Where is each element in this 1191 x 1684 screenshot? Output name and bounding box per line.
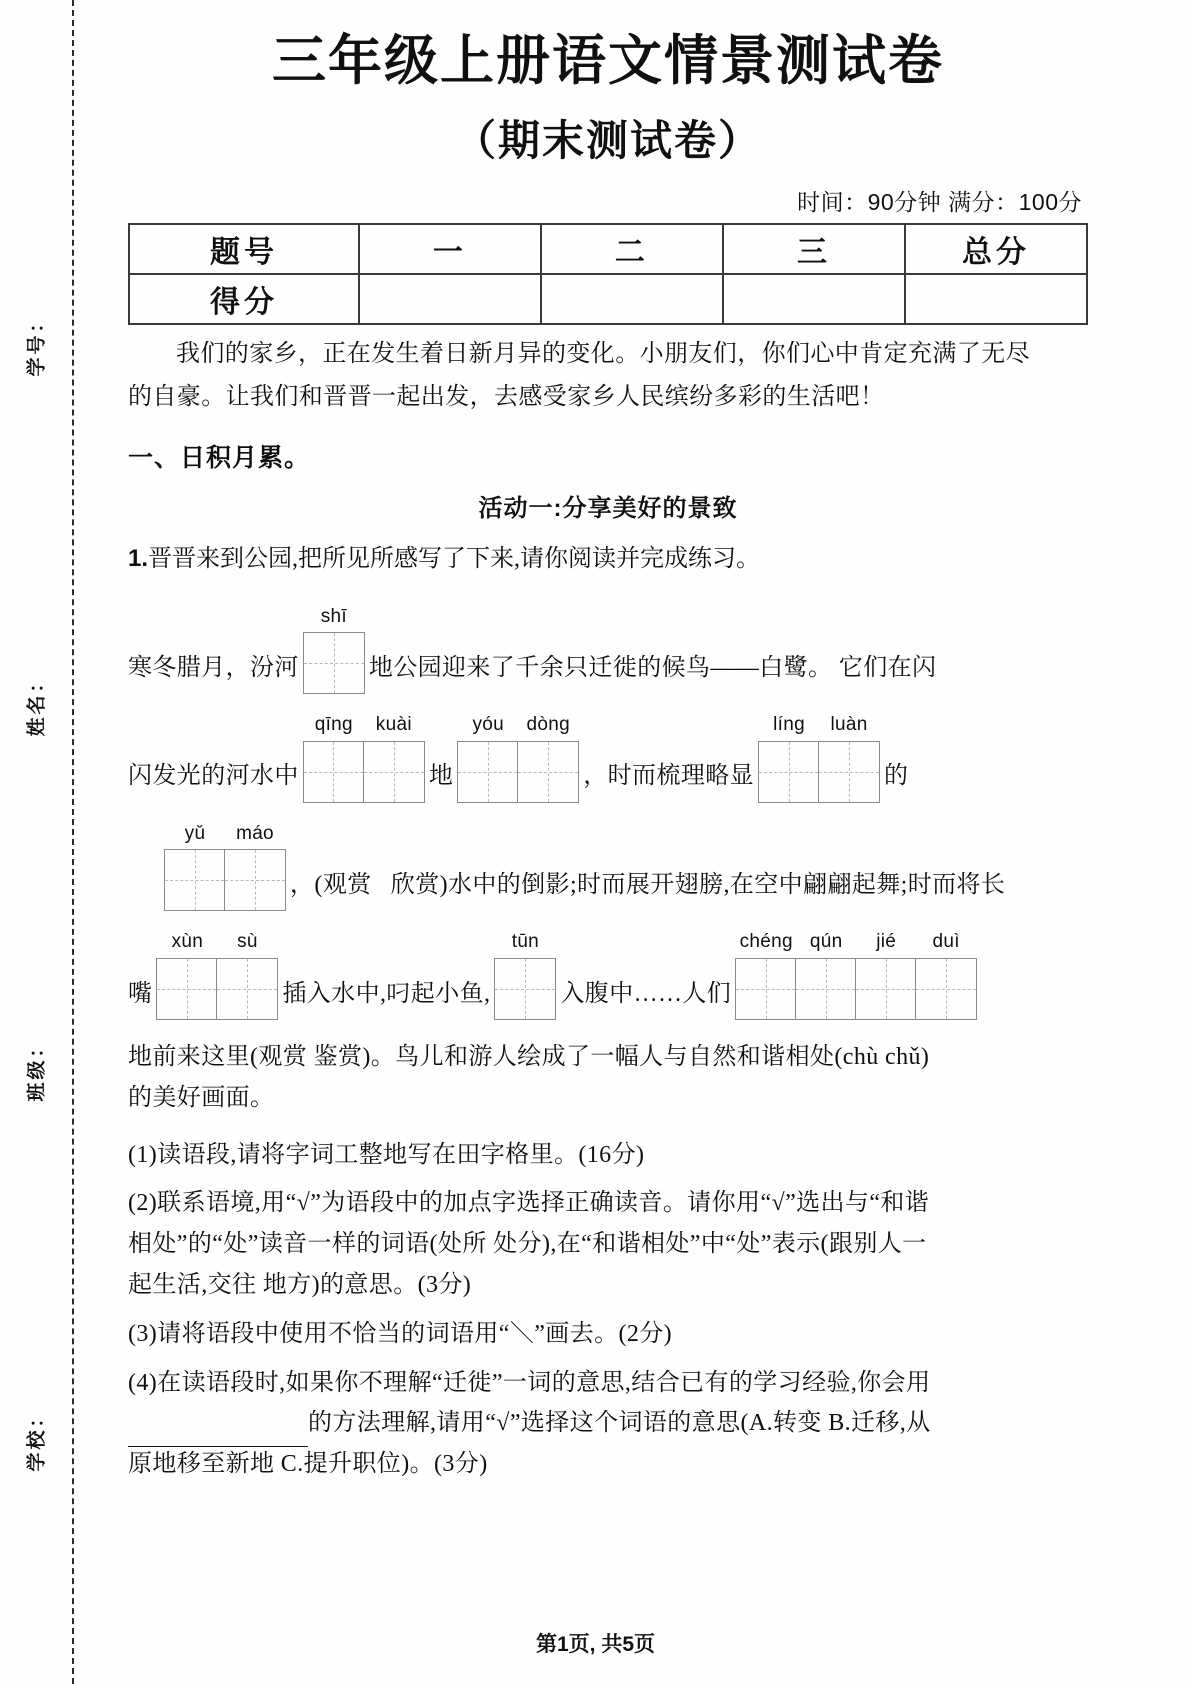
pinyin-syllable: qīng: [314, 714, 353, 736]
sub-question-4-line-3: 原地移至新地 C.提升职位)。(3分): [128, 1451, 488, 1478]
score-table-col-2: 二: [541, 224, 723, 274]
pinyin-syllable: tūn: [511, 931, 540, 953]
pinyin-syllable: shī: [320, 605, 347, 627]
grid-tun[interactable]: [494, 958, 556, 1020]
passage-line-3-post: ，(观赏 欣赏)水中的倒影;时而展开翅膀,在空中翩翩起舞;时而将长: [290, 872, 1006, 899]
pinyin-tun: [495, 929, 555, 955]
passage-line-4: [128, 929, 1088, 1020]
pinyin-syllable: máo: [236, 822, 274, 844]
tianzige-xunsu[interactable]: [156, 929, 278, 1020]
pinyin-syllable: yóu: [472, 714, 504, 736]
sub-question-2-line-1: (2)联系语境,用“√”为语段中的加点字选择正确读音。请你用“√”选出与“和谐: [128, 1190, 930, 1217]
question-1-number: 1.: [128, 545, 149, 573]
score-cell-3[interactable]: [723, 274, 905, 324]
intro-line-1: 我们的家乡，正在发生着日新月异的变化。小朋友们，你们心中肯定充满了无尽: [176, 340, 1030, 367]
tianzige-yumao[interactable]: [164, 821, 286, 912]
tianzige-cell[interactable]: [157, 959, 217, 1019]
pinyin-syllable: chéng: [739, 931, 793, 953]
sub-question-2-line-2: 相处”的“处”读音一样的词语(处所 处分),在“和谐相处”中“处”表示(跟别人一: [128, 1231, 927, 1258]
grid-xunsu[interactable]: [156, 958, 278, 1020]
score-cell-1[interactable]: [359, 274, 541, 324]
grid-youdong[interactable]: [457, 741, 579, 803]
pinyin-youdong: [458, 712, 578, 738]
question-1-text: 晋晋来到公园,把所见所感写了下来,请你阅读并完成练习。: [148, 546, 761, 573]
intro-line-2: 的自豪。让我们和晋晋一起出发，去感受家乡人民缤纷多彩的生活吧！: [128, 383, 885, 410]
page-content: [128, 0, 1088, 1488]
side-label-xingming: 姓名：: [26, 670, 48, 737]
activity-heading: 活动一:分享美好的景致: [478, 495, 738, 523]
sub-question-3: (3)请将语段中使用不恰当的词语用“＼”画去。(2分): [128, 1320, 673, 1347]
page-title: 三年级上册语文情景测试卷: [272, 31, 944, 91]
passage-line-1-pre: 寒冬腊月，汾河: [128, 654, 299, 681]
pinyin-syllable: xùn: [171, 931, 204, 953]
score-table-col-3: 三: [723, 224, 905, 274]
passage-line-2-pre: 闪发光的河水中: [128, 763, 299, 790]
passage-line-1-post: 地公园迎来了千余只迁徙的候鸟——白鹭。 它们在闪: [368, 654, 937, 681]
page-footer: 第1页, 共5页: [535, 1633, 656, 1656]
passage-line-2-mid: 地: [428, 763, 454, 790]
tianzige-cell[interactable]: [796, 959, 856, 1019]
score-cell-2[interactable]: [541, 274, 723, 324]
sub-question-1: (1)读语段,请将字词工整地写在田字格里。(16分): [128, 1141, 645, 1168]
passage-line-4-mid: 插入水中,叼起小鱼,: [282, 980, 491, 1007]
grid-shi[interactable]: [303, 632, 365, 694]
pinyin-shi: [304, 604, 364, 630]
pinyin-yumao: [165, 821, 285, 847]
pinyin-syllable: jié: [876, 931, 897, 953]
side-label-xuehao: 学号：: [26, 310, 48, 377]
score-table-row-label: 题号: [129, 224, 359, 274]
passage-line-2: [128, 712, 1088, 803]
pinyin-syllable: qún: [809, 931, 843, 953]
score-table: [128, 223, 1088, 325]
score-table-col-total: 总分: [905, 224, 1087, 274]
score-table-score-label: 得分: [129, 274, 359, 324]
pinyin-chengqunjiedui: [736, 929, 976, 955]
sub-question-4-line-1: (4)在读语段时,如果你不理解“迁徙”一词的意思,结合已有的学习经验,你会用: [128, 1369, 931, 1396]
sub-question-2-line-3: 起生活,交往 地方)的意思。(3分): [128, 1272, 472, 1299]
tianzige-tun[interactable]: [494, 929, 556, 1020]
passage-line-3: [128, 821, 1088, 912]
passage-line-5: 地前来这里(观赏 鉴赏)。鸟儿和游人绘成了一幅人与自然和谐相处(chù chǔ): [128, 1044, 930, 1071]
tianzige-cell[interactable]: [364, 742, 424, 802]
tianzige-qingkuai[interactable]: [303, 712, 425, 803]
tianzige-cell[interactable]: [736, 959, 796, 1019]
sub-question-4-line-2: [128, 1400, 1088, 1447]
pinyin-lingluan: [759, 712, 879, 738]
table-row-header: [129, 224, 1087, 274]
passage-line-6: 的美好画面。: [128, 1084, 275, 1111]
tianzige-cell[interactable]: [165, 850, 225, 910]
score-table-col-1: 一: [359, 224, 541, 274]
score-cell-total[interactable]: [905, 274, 1087, 324]
tianzige-cell[interactable]: [225, 850, 285, 910]
pinyin-syllable: dòng: [526, 714, 570, 736]
table-row-score: [129, 274, 1087, 324]
side-label-banji: 班级：: [26, 1035, 48, 1102]
tianzige-cell[interactable]: [856, 959, 916, 1019]
tianzige-cell[interactable]: [304, 742, 364, 802]
pinyin-syllable: sù: [237, 931, 258, 953]
side-label-xuexiao: 学校：: [26, 1405, 48, 1472]
pinyin-xunsu: [157, 929, 277, 955]
tianzige-cell[interactable]: [759, 742, 819, 802]
tianzige-cell[interactable]: [458, 742, 518, 802]
passage-line-1: [128, 604, 1088, 695]
pinyin-syllable: luàn: [830, 714, 868, 736]
section-heading: 一、日积月累。: [128, 445, 311, 473]
grid-qingkuai[interactable]: [303, 741, 425, 803]
tianzige-cell[interactable]: [304, 633, 364, 693]
pinyin-syllable: líng: [773, 714, 805, 736]
page-subtitle: （期末测试卷）: [453, 116, 762, 164]
pinyin-syllable: kuài: [375, 714, 412, 736]
tianzige-cell[interactable]: [819, 742, 879, 802]
tianzige-cell[interactable]: [518, 742, 578, 802]
pinyin-syllable: yǔ: [184, 822, 206, 844]
passage-line-4-pre: 嘴: [128, 980, 153, 1007]
exam-meta: 时间：90分钟 满分：100分: [797, 188, 1082, 215]
grid-yumao[interactable]: [164, 849, 286, 911]
passage-line-2-tail: 的: [884, 763, 909, 790]
passage-line-4-post: 入腹中……人们: [560, 980, 732, 1007]
grid-lingluan[interactable]: [758, 741, 880, 803]
tianzige-chengqunjiedui[interactable]: [735, 929, 977, 1020]
sub-question-4-line-2-text: 的方法理解,请用“√”选择这个词语的意思(A.转变 B.迁移,从: [308, 1410, 931, 1437]
grid-chengqunjiedui[interactable]: [735, 958, 977, 1020]
binding-dashed-rail: [72, 0, 74, 1684]
tianzige-shi[interactable]: [303, 604, 365, 695]
passage-line-2-post: ，时而梳理略显: [583, 763, 755, 790]
tianzige-youdong[interactable]: [457, 712, 579, 803]
tianzige-cell[interactable]: [495, 959, 555, 1019]
tianzige-cell[interactable]: [217, 959, 277, 1019]
tianzige-cell[interactable]: [916, 959, 976, 1019]
question-1-line: [128, 537, 1088, 581]
tianzige-lingluan[interactable]: [758, 712, 880, 803]
pinyin-qingkuai: [304, 712, 424, 738]
pinyin-syllable: duì: [932, 931, 960, 953]
